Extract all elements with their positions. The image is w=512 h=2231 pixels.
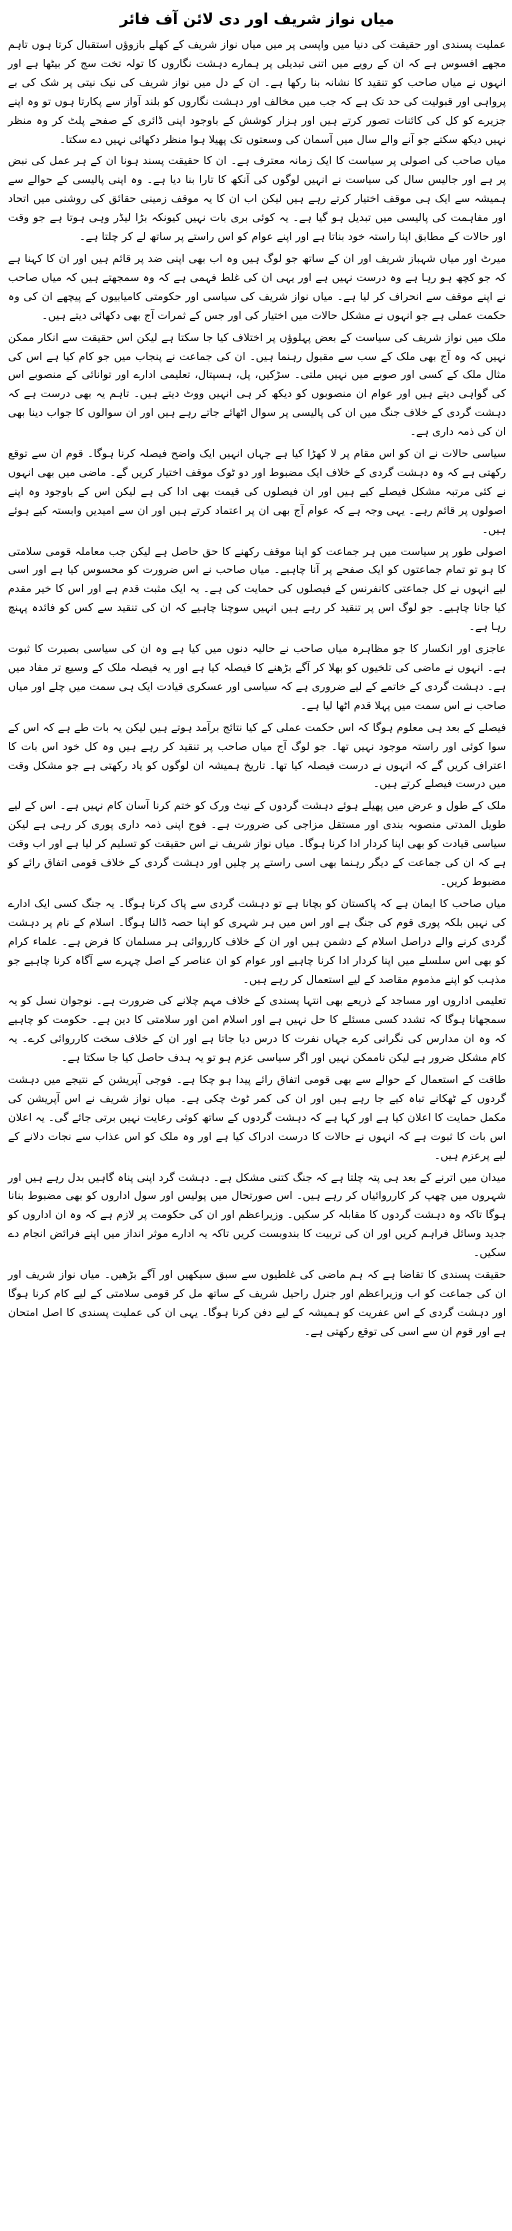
column-paragraph: ملک کے طول و عرض میں پھیلے ہوئے دہشت گردوں کے نیٹ ورک کو ختم کرنا آسان کام نہیں ہے۔ اس کے لیے طویل المدتی منصوبہ بندی اور مستقل مزاجی کی ضرورت ہے۔ فوج اپنی ذمہ داری پوری کر رہی ہے لیکن سیاسی قیادت کو بھی اپنا کردار ادا کرنا ہوگا۔ میاں نواز شریف نے اس حقیقت کو تسلیم کر لیا ہے اور اب وقت ہے کہ ان کی جماعت کے دیگر رہنما بھی اسی راستے پر چلیں اور دہشت گردی کے خلاف قومی اتفاق رائے کو مضبوط کریں۔ — [8, 799, 506, 888]
column-paragraph: سیاسی حالات نے ان کو اس مقام پر لا کھڑا کیا ہے جہاں انہیں ایک واضح فیصلہ کرنا ہوگا۔ قوم ان سے توقع رکھتی ہے کہ وہ دہشت گردی کے خلاف ایک مضبوط اور دو ٹوک موقف اختیار کریں گے۔ ماضی میں بھی انہوں نے کئی مرتبہ مشکل فیصلے کیے ہیں اور ان فیصلوں کی قیمت بھی ادا کی ہے لیکن اس کے باوجود وہ اپنے اصولوں پر قائم رہے۔ یہی وجہ ہے کہ عوام آج بھی ان پر اعتماد کرتے ہیں اور ان سے امیدیں وابستہ کیے ہوئے ہیں۔ — [8, 447, 506, 536]
column-paragraph: ملک میں نواز شریف کی سیاست کے بعض پہلوؤں پر اختلاف کیا جا سکتا ہے لیکن اس حقیقت سے انکار ممکن نہیں کہ وہ آج بھی ملک کے سب سے مقبول رہنما ہیں۔ ان کی جماعت نے پنجاب میں جو کام کیا ہے اس کی مثال ملک کے کسی اور صوبے میں نہیں ملتی۔ سڑکیں، پل، ہسپتال، تعلیمی ادارے اور توانائی کے منصوبے اس کی گواہی دیتے ہیں اور عوام ان منصوبوں کو دیکھ کر ہی انہیں ووٹ دیتے ہیں۔ تاہم یہ بھی درست ہے کہ دہشت گردی کے خلاف جنگ میں ان کی پالیسی پر سوال اٹھائے جاتے رہے ہیں اور ان سوالوں کا جواب دینا بھی ان کی ذمہ داری ہے۔ — [8, 330, 506, 439]
column-paragraph: عملیت پسندی اور حقیقت کی دنیا میں واپسی پر میں میاں نواز شریف کے کھلے بازوؤں استقبال کرتا ہوں تاہم مجھے افسوس ہے کہ ان کے رویے میں اتنی تبدیلی پر ہمارے دہشت نگاروں کا تولہ تخت سج کر بیٹھا ہے اور انہوں نے میاں صاحب کو تنقید کا نشانہ بنا رکھا ہے۔ ان کے دل میں نواز شریف کی نیک نیتی پر شک کی بے پرواہی اور قبولیت کی حد تک ہے کہ جب میں مخالف اور دہشت نگاروں کو بلند آواز سے پکارتا ہوں تو وہ اپنے جزیرے کو کل کی کائنات تصور کرتے ہیں اور ہزار کوشش کے باوجود اپنی ڈائری کے صفحے پلٹ کر وہ منظر نہیں دیکھ سکتے جو آنے والے سال میں آسمان کی وسعتوں تک پھیلا ہوا منظر دکھائی نہیں دے سکتا۔ — [8, 38, 506, 146]
column-paragraph: میرٹ اور میاں شہباز شریف اور ان کے ساتھ جو لوگ ہیں وہ اب بھی اپنی ضد پر قائم ہیں اور ان کا کہنا ہے کہ جو کچھ ہو رہا ہے وہ درست نہیں ہے اور یہی ان کی غلط فہمی ہے کہ وہ سمجھتے ہیں کہ میاں صاحب نے اپنے موقف سے انحراف کر لیا ہے۔ میاں نواز شریف کی سیاسی اور حکومتی کامیابیوں کے پیچھے ان کی وہ حکمت عملی ہے جو انہوں نے مشکل حالات میں اختیار کی اور جس کے ثمرات آج بھی دکھائی دیتے ہیں۔ — [8, 251, 506, 322]
column-paragraph: تعلیمی اداروں اور مساجد کے ذریعے بھی انتہا پسندی کے خلاف مہم چلانے کی ضرورت ہے۔ نوجوان نسل کو یہ سمجھانا ہوگا کہ تشدد کسی مسئلے کا حل نہیں ہے اور اسلام امن اور سلامتی کا دین ہے۔ حکومت کو چاہیے کہ وہ ان مدارس کی نگرانی کرے جہاں نفرت کا درس دیا جاتا ہے اور ان کے خلاف سخت کارروائی کرے۔ یہ کام مشکل ضرور ہے لیکن ناممکن نہیں اور اگر سیاسی عزم ہو تو یہ ہدف حاصل کیا جا سکتا ہے۔ — [8, 994, 506, 1065]
column-paragraph: اصولی طور پر سیاست میں ہر جماعت کو اپنا موقف رکھنے کا حق حاصل ہے لیکن جب معاملہ قومی سلامتی کا ہو تو تمام جماعتوں کو ایک صفحے پر آنا چاہیے۔ میاں صاحب نے اس ضرورت کو محسوس کیا ہے اور اسی لیے انہوں نے کل جماعتی کانفرنس کے فیصلوں کی حمایت کی ہے۔ یہ ایک مثبت قدم ہے اور اس کا خیر مقدم کیا جانا چاہیے۔ جو لوگ اس پر تنقید کر رہے ہیں انہیں سوچنا چاہیے کہ ان کی تنقید سے کس کو فائدہ پہنچ رہا ہے۔ — [8, 544, 506, 634]
column-paragraph: طاقت کے استعمال کے حوالے سے بھی قومی اتفاق رائے پیدا ہو چکا ہے۔ فوجی آپریشن کے نتیجے میں دہشت گردوں کے ٹھکانے تباہ کیے جا رہے ہیں اور ان کی کمر ٹوٹ چکی ہے۔ میاں نواز شریف نے اس آپریشن کی مکمل حمایت کا اعلان کیا ہے اور کہا ہے کہ دہشت گردوں کے ساتھ کوئی رعایت نہیں برتی جائے گی۔ یہ اعلان اس بات کا ثبوت ہے کہ انہوں نے حالات کا درست ادراک کیا ہے اور وہ ملک کو اس عذاب سے نجات دلانے کے لیے پرعزم ہیں۔ — [8, 1073, 506, 1162]
column-title: میاں نواز شریف اور دی لائن آف فائر — [119, 10, 395, 28]
column-paragraph: میدان میں اترنے کے بعد ہی پتہ چلتا ہے کہ جنگ کتنی مشکل ہے۔ دہشت گرد اپنی پناہ گاہیں بدل رہے ہیں اور شہروں میں چھپ کر کارروائیاں کر رہے ہیں۔ اس صورتحال میں پولیس اور سول اداروں کو بھی مضبوط بنانا ہوگا تاکہ وہ دہشت گردوں کا مقابلہ کر سکیں۔ وزیراعظم اور ان کی حکومت پر لازم ہے کہ وہ ان اداروں کو جدید وسائل فراہم کریں اور ان کی تربیت کا بندوبست کریں تاکہ یہ ادارے موثر انداز میں اپنے فرائض انجام دے سکیں۔ — [8, 1170, 506, 1260]
column-paragraph: عاجزی اور انکسار کا جو مظاہرہ میاں صاحب نے حالیہ دنوں میں کیا ہے وہ ان کی سیاسی بصیرت کا ثبوت ہے۔ انہوں نے ماضی کی تلخیوں کو بھلا کر آگے بڑھنے کا فیصلہ کیا ہے اور یہ فیصلہ ملک کے وسیع تر مفاد میں ہے۔ دہشت گردی کے خاتمے کے لیے ضروری ہے کہ سیاسی اور عسکری قیادت ایک ہی سمت میں چلے اور میاں صاحب نے اس سمت میں پہلا قدم اٹھا لیا ہے۔ — [8, 642, 506, 712]
column-paragraph: فیصلے کے بعد ہی معلوم ہوگا کہ اس حکمت عملی کے کیا نتائج برآمد ہوتے ہیں لیکن یہ بات طے ہے کہ اس کے سوا کوئی اور راستہ موجود نہیں تھا۔ جو لوگ آج میاں صاحب پر تنقید کر رہے ہیں وہ کل خود اس بات کا اعتراف کریں گے کہ انہوں نے درست فیصلہ کیا تھا۔ تاریخ ہمیشہ ان لوگوں کو یاد رکھتی ہے جو مشکل وقت میں درست فیصلے کرتے ہیں۔ — [8, 720, 506, 791]
column-paragraph: حقیقت پسندی کا تقاضا ہے کہ ہم ماضی کی غلطیوں سے سبق سیکھیں اور آگے بڑھیں۔ میاں نواز شریف اور ان کی جماعت کو اب وزیراعظم اور جنرل راحیل شریف کے ساتھ مل کر قومی سلامتی کے لیے کام کرنا ہوگا اور دہشت گردی کے اس عفریت کو ہمیشہ کے لیے دفن کرنا ہوگا۔ یہی ان کی عملیت پسندی کا اصل امتحان ہے اور قوم ان سے اسی کی توقع رکھتی ہے۔ — [8, 1268, 506, 1338]
column-paragraph: میاں صاحب کا ایمان ہے کہ پاکستان کو بچانا ہے تو دہشت گردی سے پاک کرنا ہوگا۔ یہ جنگ کسی ایک ادارے کی نہیں بلکہ پوری قوم کی جنگ ہے اور اس میں ہر شہری کو اپنا حصہ ڈالنا ہوگا۔ اسلام کے نام پر دہشت گردی کرنے والے دراصل اسلام کے دشمن ہیں اور ان کے خلاف کارروائی ہر مسلمان کا فرض ہے۔ علماء کرام کو بھی اس سلسلے میں اپنا کردار ادا کرنا چاہیے اور عوام کو ان عناصر کے اصل چہرے سے آگاہ کرنا چاہیے جو مذہب کو اپنے مذموم مقاصد کے لیے استعمال کر رہے ہیں۔ — [8, 896, 506, 986]
column-paragraph: میاں صاحب کی اصولی پر سیاست کا ایک زمانہ معترف ہے۔ ان کا حقیقت پسند ہونا ان کے ہر عمل کی نبض پر ہے اور جالیس سال کی سیاست نے انہیں لوگوں کی آنکھ کا تارا بنا دیا ہے۔ وہ اپنی پالیسی کے حوالے سے ہمیشہ سے ایک ہی موقف اختیار کرتے رہے ہیں لیکن اب ان کا یہ موقف زمینی حقائق کی روشنی میں اتحاد اور مفاہمت کی پالیسی میں تبدیل ہو گیا ہے۔ یہ کوئی بری بات نہیں کیونکہ بڑا لیڈر وہی ہوتا ہے جو وقت اور حالات کے مطابق اپنا راستہ خود بناتا ہے اور اپنے عوام کو اس راستے پر ساتھ لے کر چلتا ہے۔ — [8, 154, 506, 244]
